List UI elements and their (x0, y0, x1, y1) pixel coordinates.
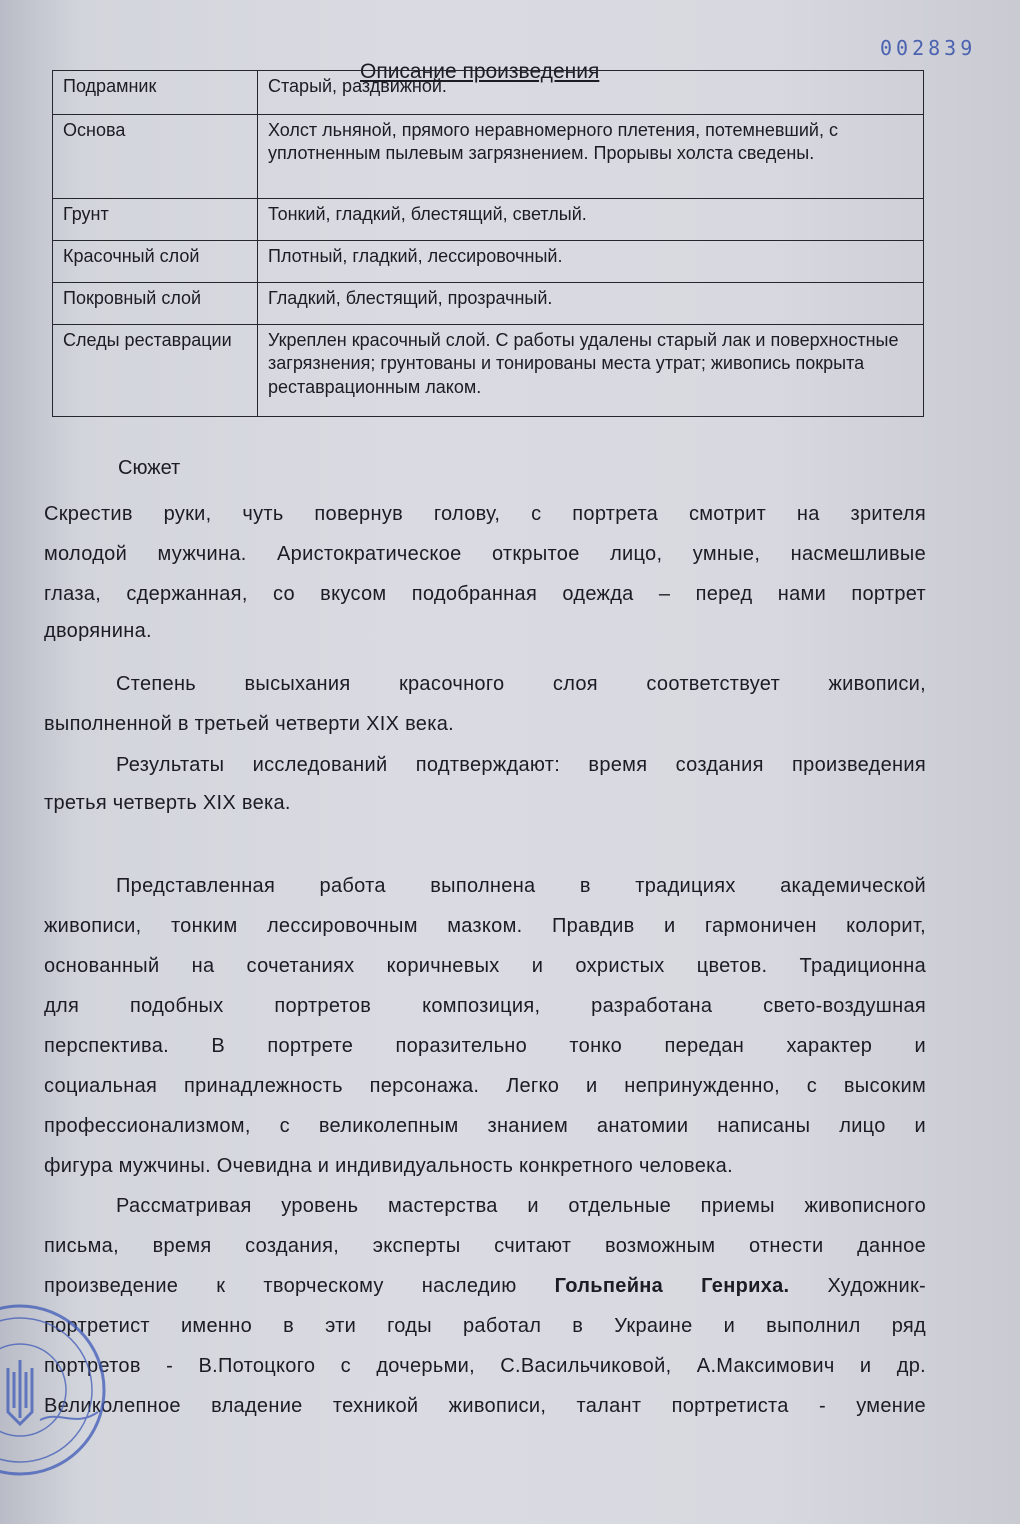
analysis-line: перспектива. В портрете поразительно тонко передан характер и (44, 1035, 926, 1057)
row-value: Укреплен красочный слой. С работы удалены старый лак и поверхностные загрязнения; грунтованы и тонированы места утрат; живопись покрыта реставрационным лаком. (258, 325, 924, 417)
row-label: Основа (53, 115, 258, 199)
attribution-text: Художник- (789, 1275, 926, 1297)
analysis-line: для подобных портретов композиция, разработана свето-воздушная (44, 995, 926, 1017)
attribution-line: Великолепное владение техникой живописи, талант портретиста - умение (44, 1395, 926, 1417)
row-value: Старый, раздвижной. (258, 71, 924, 115)
row-label: Покровный слой (53, 283, 258, 325)
table-row (53, 199, 924, 241)
plot-heading: Сюжет (118, 457, 181, 479)
attribution-line: Рассматривая уровень мастерства и отдельные приемы живописного (116, 1195, 926, 1217)
analysis-line: профессионализмом, с великолепным знанием анатомии написаны лицо и (44, 1115, 926, 1137)
row-value: Гладкий, блестящий, прозрачный. (258, 283, 924, 325)
official-stamp-icon (0, 1300, 130, 1480)
table-row (53, 325, 924, 417)
table-row (53, 283, 924, 325)
plot-line: молодой мужчина. Аристократическое открытое лицо, умные, насмешливые (44, 543, 926, 565)
serial-number: 002839 (880, 36, 977, 60)
artwork-description-table (52, 70, 924, 417)
row-value: Тонкий, гладкий, блестящий, светлый. (258, 199, 924, 241)
attribution-text: произведение к творческому наследию (44, 1275, 555, 1297)
row-value: Холст льняной, прямого неравномерного плетения, потемневший, с уплотненным пылевым загрязнением. Прорывы холста сведены. (258, 115, 924, 199)
analysis-line: фигура мужчины. Очевидна и индивидуальность конкретного человека. (44, 1155, 733, 1177)
plot-line: Скрестив руки, чуть повернув голову, с портрета смотрит на зрителя (44, 503, 926, 525)
artist-name: Гольпейна Генриха. (554, 1275, 790, 1297)
row-label: Красочный слой (53, 241, 258, 283)
table-row (53, 71, 924, 115)
results-line: Результаты исследований подтверждают: время создания произведения (116, 754, 926, 776)
attribution-line (44, 1266, 926, 1306)
row-label: Подрамник (53, 71, 258, 115)
table-row (53, 241, 924, 283)
analysis-line: основанный на сочетаниях коричневых и охристых цветов. Традиционна (44, 955, 926, 977)
row-label: Следы реставрации (53, 325, 258, 417)
attribution-line: письма, время создания, эксперты считают возможным отнести данное (44, 1235, 926, 1257)
attribution-line: портретист именно в эти годы работал в Украине и выполнил ряд (44, 1315, 926, 1337)
analysis-line: Представленная работа выполнена в традициях академической (116, 875, 926, 897)
plot-line: дворянина. (44, 620, 152, 642)
attribution-line: портретов - В.Потоцкого с дочерьми, С.Васильчиковой, А.Максимович и др. (44, 1355, 926, 1377)
row-label: Грунт (53, 199, 258, 241)
table-row (53, 115, 924, 199)
drying-line: Степень высыхания красочного слоя соответствует живописи, (116, 673, 926, 695)
results-line: третья четверть XIX века. (44, 792, 291, 814)
row-value: Плотный, гладкий, лессировочный. (258, 241, 924, 283)
plot-line: глаза, сдержанная, со вкусом подобранная одежда – перед нами портрет (44, 583, 926, 605)
analysis-line: социальная принадлежность персонажа. Легко и непринужденно, с высоким (44, 1075, 926, 1097)
analysis-line: живописи, тонким лессировочным мазком. Правдив и гармоничен колорит, (44, 915, 926, 937)
drying-line: выполненной в третьей четверти XIX века. (44, 713, 454, 735)
document-title: Описание произведения (360, 60, 600, 83)
